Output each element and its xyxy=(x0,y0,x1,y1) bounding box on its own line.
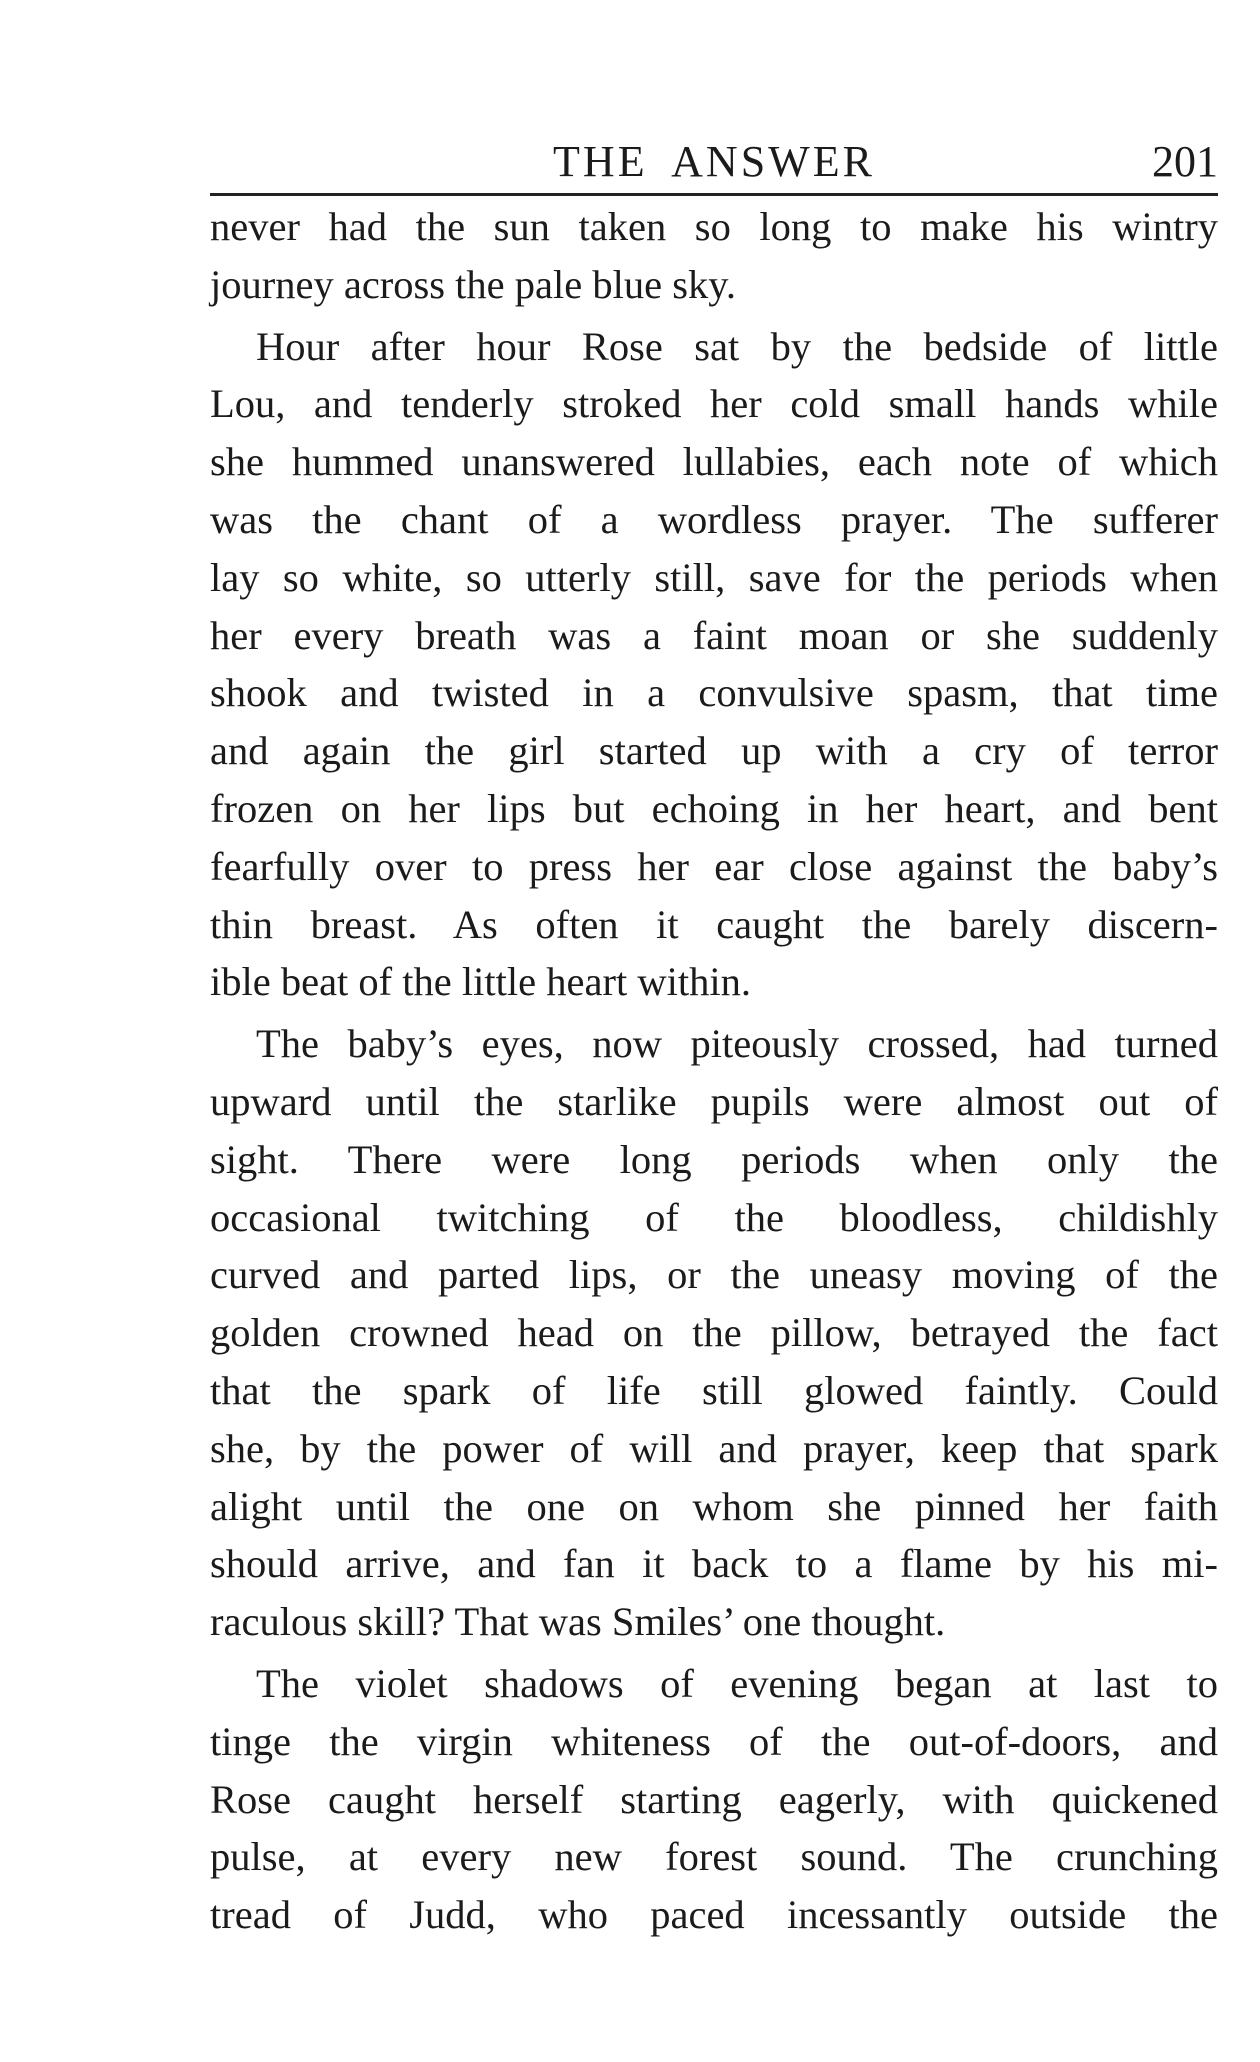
chapter-title: THE ANSWER xyxy=(553,137,875,186)
body-text xyxy=(210,198,1218,1944)
text-line: tread of Judd, who paced incessantly outside the xyxy=(210,1892,1218,1938)
text-line: alight until the one on whom she pinned her faith xyxy=(210,1483,1218,1529)
paragraph xyxy=(210,1655,1218,1944)
text-line: Lou, and tenderly stroked her cold small hands while xyxy=(210,381,1218,427)
text-line: her every breath was a faint moan or she suddenly xyxy=(210,612,1218,658)
text-line: journey across the pale blue sky. xyxy=(210,261,736,307)
paragraph xyxy=(210,318,1218,1012)
text-line: was the chant of a wordless prayer. The sufferer xyxy=(210,496,1218,542)
page-number: 201 xyxy=(1152,137,1218,186)
text-line: pulse, at every new forest sound. The crunching xyxy=(210,1834,1218,1880)
paragraph xyxy=(210,1015,1218,1651)
text-line: she, by the power of will and prayer, keep that spark xyxy=(210,1425,1218,1471)
text-line: lay so white, so utterly still, save for the periods when xyxy=(210,554,1218,600)
text-line: shook and twisted in a convulsive spasm, that time xyxy=(210,670,1218,716)
book-page xyxy=(210,130,1218,1944)
text-line: golden crowned head on the pillow, betrayed the fact xyxy=(210,1310,1218,1356)
text-line: curved and parted lips, or the uneasy moving of the xyxy=(210,1252,1218,1298)
paragraph xyxy=(210,198,1218,314)
text-line: The violet shadows of evening began at last to xyxy=(256,1660,1218,1706)
text-line: sight. There were long periods when only the xyxy=(210,1136,1218,1182)
text-line: should arrive, and fan it back to a flame by his mi- xyxy=(210,1541,1218,1587)
text-line: never had the sun taken so long to make his wintry xyxy=(210,204,1218,249)
text-line: The baby’s eyes, now piteously crossed, had turned xyxy=(256,1021,1218,1067)
text-line: that the spark of life still glowed faintly. Could xyxy=(210,1367,1218,1413)
text-line: upward until the starlike pupils were almost out of xyxy=(210,1078,1218,1124)
text-line: fearfully over to press her ear close against the baby’s xyxy=(210,843,1218,889)
text-line: ible beat of the little heart within. xyxy=(210,959,751,1005)
text-line: tinge the virgin whiteness of the out-of-doors, and xyxy=(210,1718,1218,1764)
text-line: and again the girl started up with a cry of terror xyxy=(210,728,1218,774)
text-line: Rose caught herself starting eagerly, with quickened xyxy=(210,1776,1218,1822)
text-line: thin breast. As often it caught the barely discern- xyxy=(210,901,1218,947)
text-line: she hummed unanswered lullabies, each note of which xyxy=(210,439,1218,485)
text-line: frozen on her lips but echoing in her heart, and bent xyxy=(210,785,1218,831)
text-line: raculous skill? That was Smiles’ one thought. xyxy=(210,1599,946,1645)
running-head xyxy=(210,130,1218,192)
header-rule xyxy=(210,193,1218,196)
text-line: occasional twitching of the bloodless, childishly xyxy=(210,1194,1218,1240)
text-line: Hour after hour Rose sat by the bedside of little xyxy=(256,323,1218,369)
